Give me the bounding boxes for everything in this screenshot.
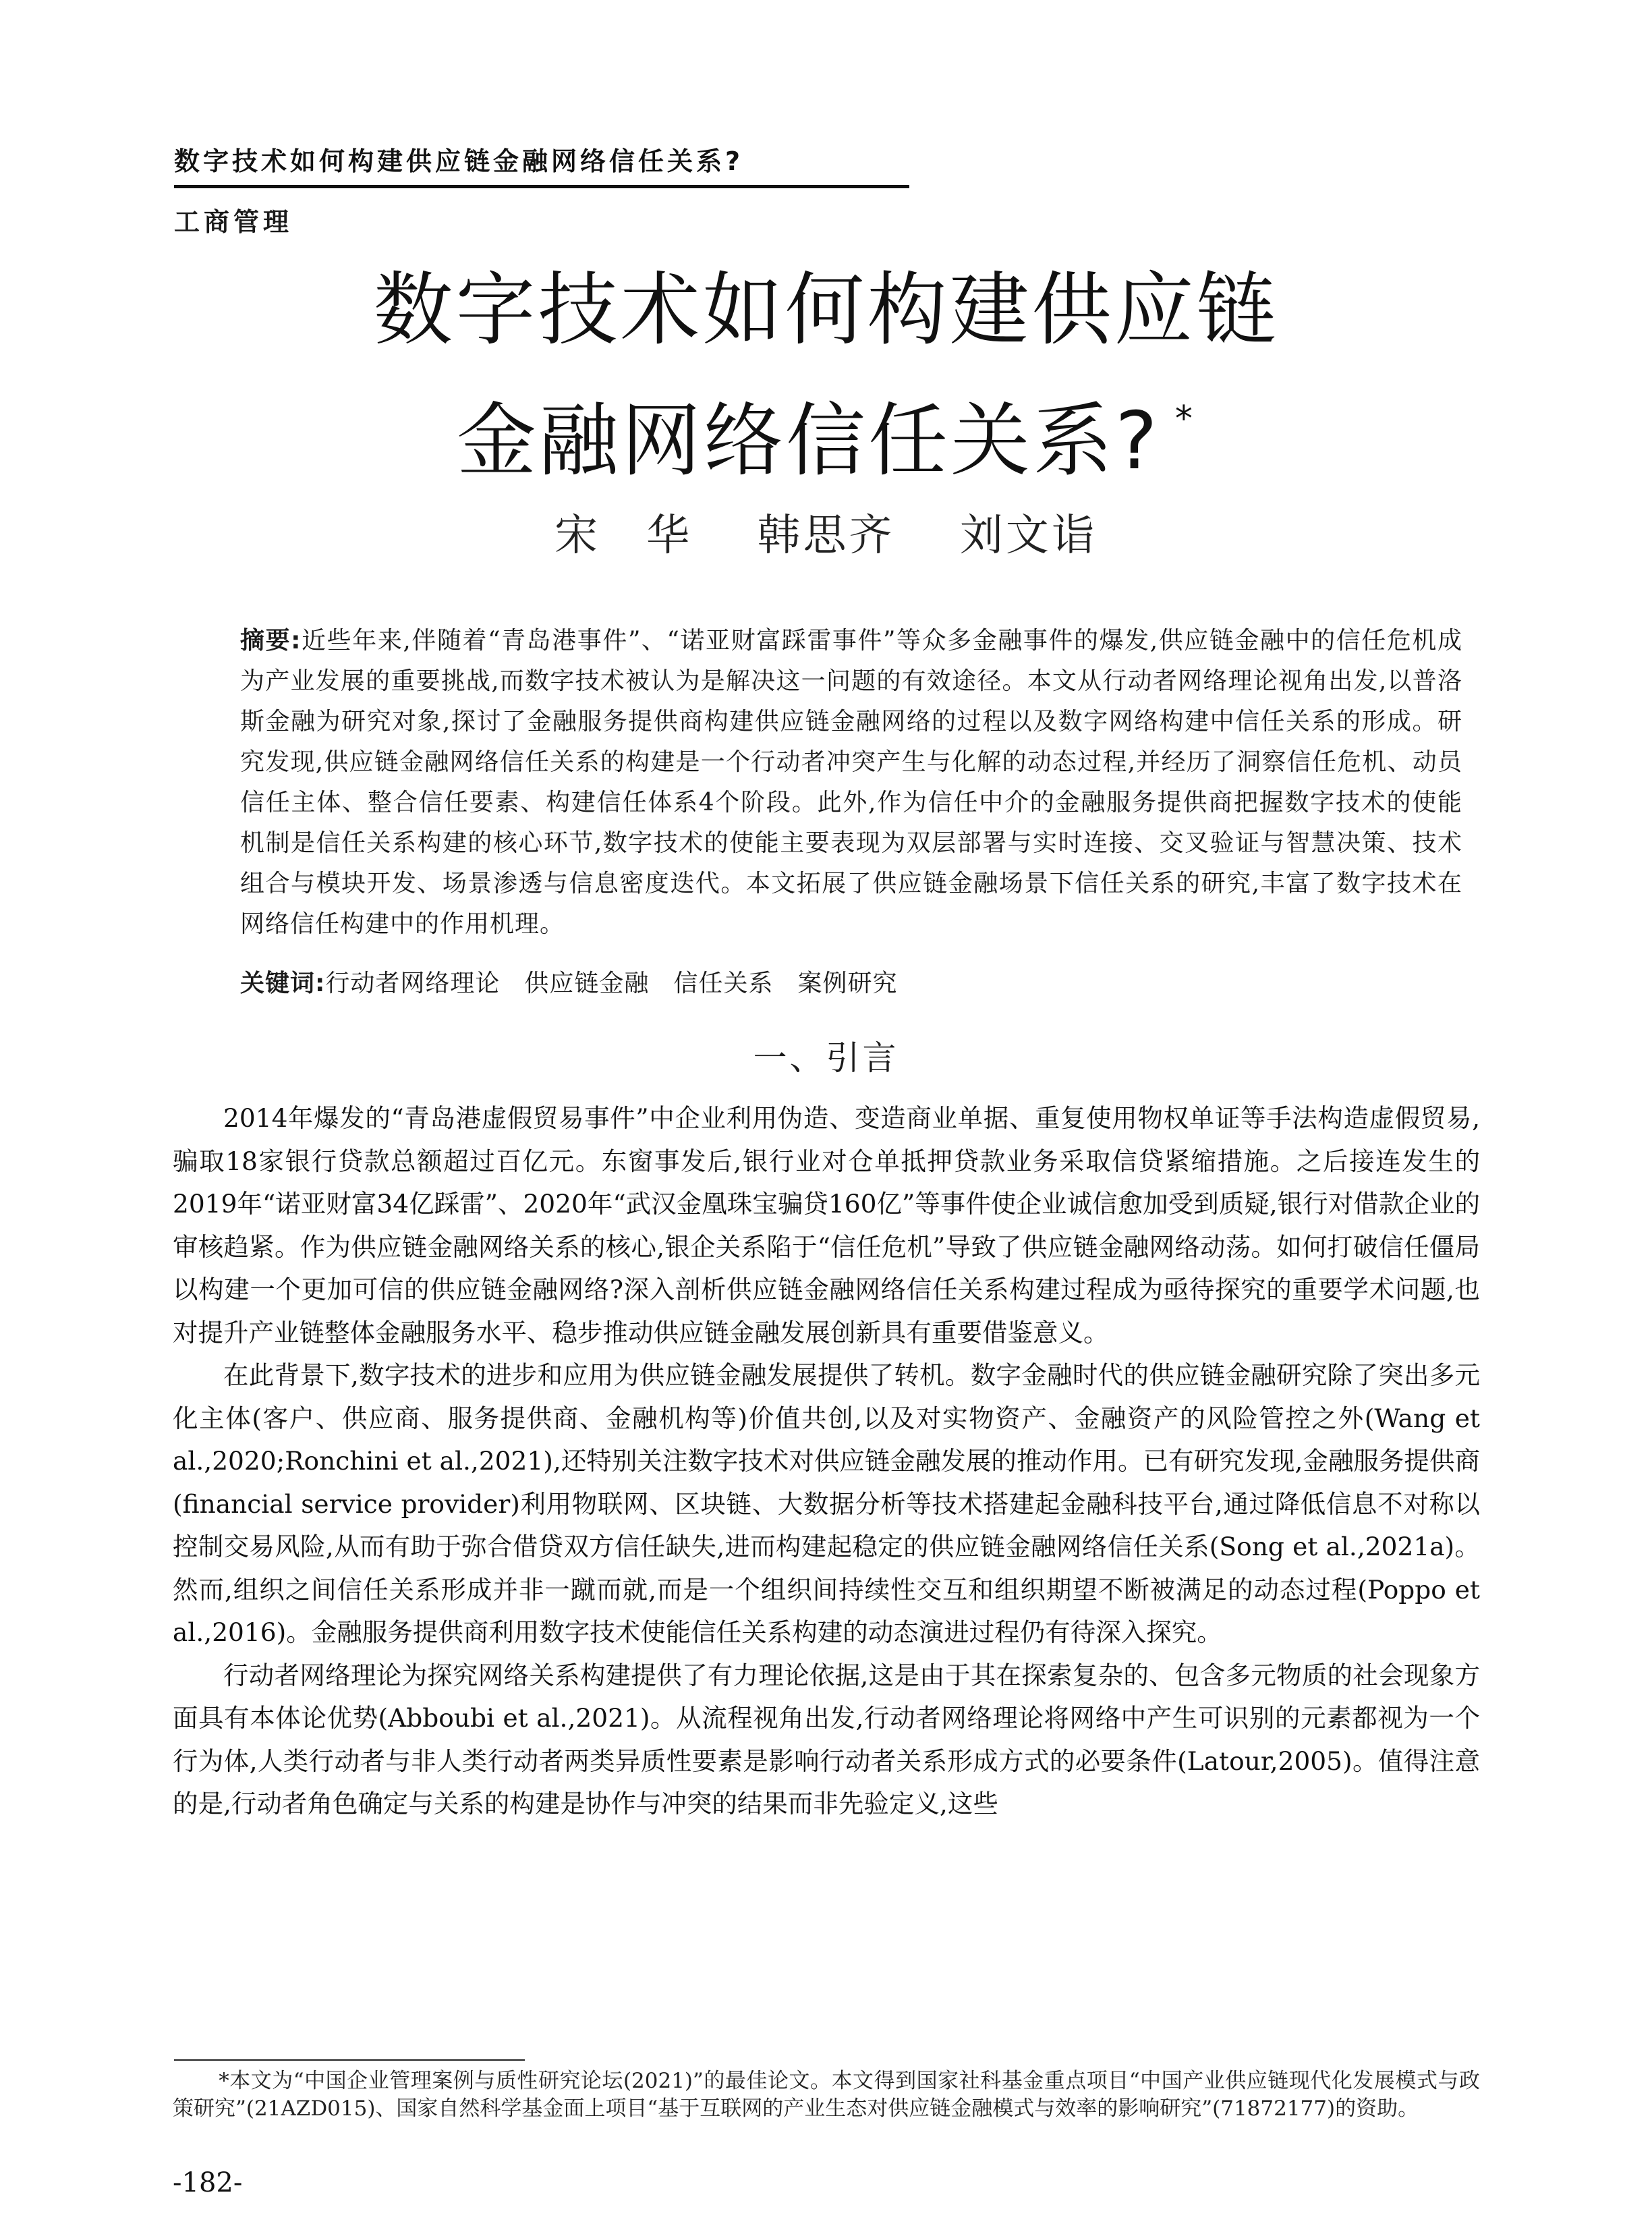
title-footnote-mark: * [1174, 399, 1195, 439]
author-list [0, 501, 1652, 563]
keyword-1: 行动者网络理论 [325, 970, 501, 997]
keyword-3: 信任关系 [673, 970, 774, 997]
abstract [240, 621, 1462, 945]
title-line-2-wrap [0, 364, 1652, 495]
paragraph-1: 2014年爆发的“青岛港虚假贸易事件”中企业利用伪造、变造商业单据、重复使用物权单证等手法构造虚假贸易,骗取18家银行贷款总额超过百亿元。东窗事发后,银行业对仓单抵押贷款业务采取信贷紧缩措施。之后接连发生的2019年“诺亚财富34亿踩雷”、2020年“武汉金凰珠宝骗贷160亿”等事件使企业诚信愈加受到质疑,银行对借款企业的审核趋紧。作为供应链金融网络关系的核心,银企关系陷于“信任危机”导致了供应链金融网络动荡。如何打破信任僵局以构建一个更加可信的供应链金融网络?深入剖析供应链金融网络信任关系构建过程成为亟待探究的重要学术问题,也对提升产业链整体金融服务水平、稳步推动供应链金融发展创新具有重要借鉴意义。 [173, 1103, 1480, 1347]
body-text [173, 1097, 1480, 1826]
title-line-2: 金融网络信任关系? [457, 394, 1160, 487]
paper-title [0, 255, 1652, 495]
section-tag: 工商管理 [174, 207, 293, 237]
running-head: 数字技术如何构建供应链金融网络信任关系? [174, 146, 744, 176]
author-1: 宋 华 [554, 511, 693, 561]
abstract-text: 近些年来,伴随着“青岛港事件”、“诺亚财富踩雷事件”等众多金融事件的爆发,供应链金融中的信任危机成为产业发展的重要挑战,而数字技术被认为是解决这一问题的有效途径。本文从行动者网络理论视角出发,以普洛斯金融为研究对象,探讨了金融服务提供商构建供应链金融网络的过程以及数字网络构建中信任关系的形成。研究发现,供应链金融网络信任关系的构建是一个行动者冲突产生与化解的动态过程,并经历了洞察信任危机、动员信任主体、整合信任要素、构建信任体系4个阶段。此外,作为信任中介的金融服务提供商把握数字技术的使能机制是信任关系构建的核心环节,数字技术的使能主要表现为双层部署与实时连接、交叉验证与智慧决策、技术组合与模块开发、场景渗透与信息密度迭代。本文拓展了供应链金融场景下信任关系的研究,丰富了数字技术在网络信任构建中的作用机理。 [240, 627, 1462, 938]
abstract-label: 摘要: [240, 627, 302, 655]
page-number: -182- [173, 2167, 243, 2198]
keywords-label: 关键词: [240, 970, 326, 997]
keyword-4: 案例研究 [797, 970, 898, 997]
header-rule [174, 185, 909, 188]
author-2: 韩思齐 [757, 511, 895, 561]
footnote: *本文为“中国企业管理案例与质性研究论坛(2021)”的最佳论文。本文得到国家社科基金重点项目“中国产业供应链现代化发展模式与政策研究”(21AZD015)、国家自然科学基金面上项目“基于互联网的产业生态对供应链金融模式与效率的影响研究”(71872177)的资助。 [173, 2069, 1480, 2121]
paragraph-3: 行动者网络理论为探究网络关系构建提供了有力理论依据,这是由于其在探索复杂的、包含多元物质的社会现象方面具有本体论优势(Abboubi et al.,2021)。从流程视角出发,行动者网络理论将网络中产生可识别的元素都视为一个行为体,人类行动者与非人类行动者两类异质性要素是影响行动者关系形成方式的必要条件(Latour,2005)。值得注意的是,行动者角色确定与关系的构建是协作与冲突的结果而非先验定义,这些 [173, 1660, 1480, 1818]
keyword-2: 供应链金融 [524, 970, 650, 997]
author-3: 刘文诣 [959, 511, 1098, 561]
footnote-rule [174, 2059, 525, 2061]
section-heading-intro: 一、引言 [753, 1038, 899, 1078]
keywords [240, 964, 1462, 1004]
title-line-1: 数字技术如何构建供应链 [373, 263, 1279, 356]
paragraph-2: 在此背景下,数字技术的进步和应用为供应链金融发展提供了转机。数字金融时代的供应链金融研究除了突出多元化主体(客户、供应商、服务提供商、金融机构等)价值共创,以及对实物资产、金融资产的风险管控之外(Wang et al.,2020;Ronchini et al.,2021),还特别关注数字技术对供应链金融发展的推动作用。已有研究发现,金融服务提供商(financial service provider)利用物联网、区块链、大数据分析等技术搭建起金融科技平台,通过降低信息不对称以控制交易风险,从而有助于弥合借贷双方信任缺失,进而构建起稳定的供应链金融网络信任关系(Song et al.,2021a)。然而,组织之间信任关系形成并非一蹴而就,而是一个组织间持续性交互和组织期望不断被满足的动态过程(Poppo et al.,2016)。金融服务提供商利用数字技术使能信任关系构建的动态演进过程仍有待深入探究。 [173, 1360, 1480, 1647]
